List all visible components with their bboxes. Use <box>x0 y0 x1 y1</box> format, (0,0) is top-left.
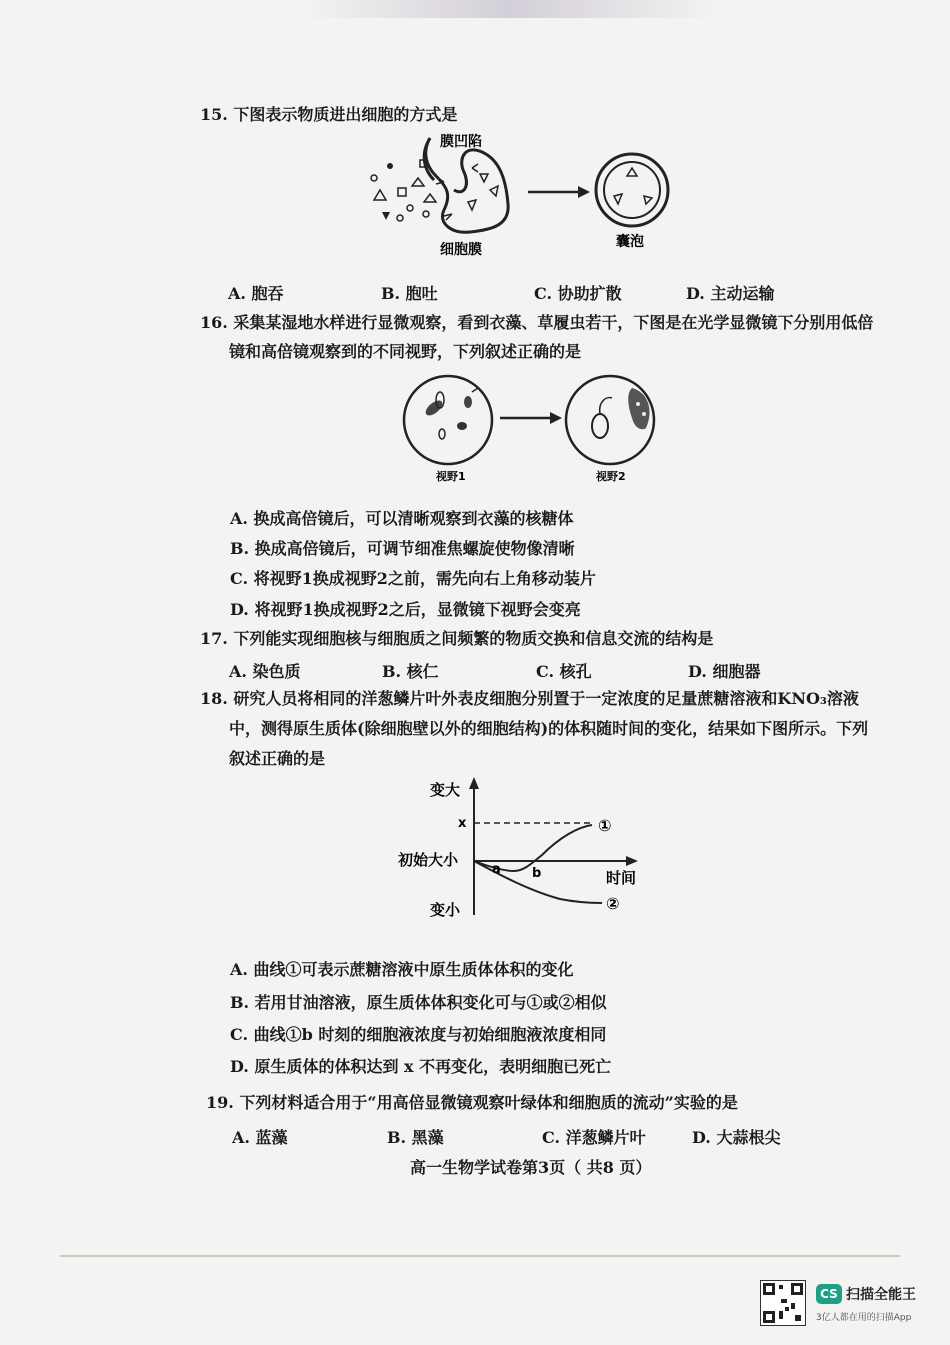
qr-code-icon <box>760 1280 806 1326</box>
q18-stem-line2: 中，测得原生质体(除细胞壁以外的细胞结构)的体积随时间的变化，结果如下图所示。下列 <box>229 719 869 738</box>
q19-option-a[interactable]: A. 蓝藻 <box>232 1128 288 1147</box>
q16-microscope-views <box>400 370 680 490</box>
label-view1: 视野1 <box>436 470 466 483</box>
label-view2: 视野2 <box>596 470 626 483</box>
scan-edge-line <box>60 1255 900 1257</box>
y-axis-bottom-label: 变小 <box>430 901 461 919</box>
q19-stem: 19. 下列材料适合用于“用高倍显微镜观察叶绿体和细胞质的流动”实验的是 <box>206 1093 738 1112</box>
point-b-label: b <box>532 866 542 881</box>
q15-endocytosis-diagram <box>360 130 680 260</box>
q17-option-a[interactable]: A. 染色质 <box>229 662 301 681</box>
q15-option-c[interactable]: C. 协助扩散 <box>534 284 622 303</box>
q19-option-d[interactable]: D. 大蒜根尖 <box>692 1128 781 1147</box>
q17-option-d[interactable]: D. 细胞器 <box>688 662 761 681</box>
curve-2-label: ② <box>606 894 620 913</box>
q17-option-c[interactable]: C. 核孔 <box>536 662 592 681</box>
x-mark-label: x <box>458 816 467 831</box>
cs-logo-badge: CS <box>816 1284 842 1304</box>
q16-option-d[interactable]: D. 将视野1换成视野2之后，显微镜下视野会变亮 <box>230 600 581 619</box>
y-axis-mid-label: 初始大小 <box>398 851 459 869</box>
point-a-label: a <box>492 862 501 877</box>
q15-option-d[interactable]: D. 主动运输 <box>686 284 775 303</box>
page-footer: 高一生物学试卷第3页（ 共8 页） <box>410 1158 652 1177</box>
label-cell-membrane: 细胞膜 <box>440 242 482 258</box>
y-axis-top-label: 变大 <box>430 781 461 799</box>
scanner-app-tagline: 3亿人都在用的扫描App <box>816 1313 912 1323</box>
q16-option-c[interactable]: C. 将视野1换成视野2之前，需先向右上角移动装片 <box>230 569 596 588</box>
curve-1-label: ① <box>598 816 612 835</box>
q15-stem: 15. 下图表示物质进出细胞的方式是 <box>200 105 458 124</box>
q16-option-a[interactable]: A. 换成高倍镜后，可以清晰观察到衣藻的核糖体 <box>230 509 574 528</box>
q18-stem-line1: 18. 研究人员将相同的洋葱鳞片叶外表皮细胞分别置于一定浓度的足量蔗糖溶液和KNO₃溶液 <box>200 689 859 708</box>
label-vesicle: 囊泡 <box>616 234 644 250</box>
q18-volume-graph <box>390 775 660 925</box>
scan-smear <box>300 0 720 18</box>
q19-option-b[interactable]: B. 黑藻 <box>387 1128 444 1147</box>
q17-option-b[interactable]: B. 核仁 <box>382 662 439 681</box>
x-axis-label: 时间 <box>606 869 637 887</box>
label-membrane-pit: 膜凹陷 <box>440 134 482 150</box>
q16-option-b[interactable]: B. 换成高倍镜后，可调节细准焦螺旋使物像清晰 <box>230 539 575 558</box>
q18-option-d[interactable]: D. 原生质体的体积达到 x 不再变化，表明细胞已死亡 <box>230 1057 612 1076</box>
q16-stem-line2: 镜和高倍镜观察到的不同视野，下列叙述正确的是 <box>229 342 582 361</box>
q15-option-a[interactable]: A. 胞吞 <box>228 284 284 303</box>
q18-stem-line3: 叙述正确的是 <box>229 749 326 768</box>
scanner-app-name: 扫描全能王 <box>846 1287 916 1303</box>
q15-option-b[interactable]: B. 胞吐 <box>381 284 438 303</box>
q18-option-a[interactable]: A. 曲线①可表示蔗糖溶液中原生质体体积的变化 <box>230 960 574 979</box>
q18-option-c[interactable]: C. 曲线①b 时刻的细胞液浓度与初始细胞液浓度相同 <box>230 1025 607 1044</box>
scanner-watermark <box>760 1280 930 1330</box>
q17-stem: 17. 下列能实现细胞核与细胞质之间频繁的物质交换和信息交流的结构是 <box>200 629 714 648</box>
q19-option-c[interactable]: C. 洋葱鳞片叶 <box>542 1128 646 1147</box>
q16-stem-line1: 16. 采集某湿地水样进行显微观察，看到衣藻、草履虫若干，下图是在光学显微镜下分别用低倍 <box>200 313 874 332</box>
q18-option-b[interactable]: B. 若用甘油溶液，原生质体体积变化可与①或②相似 <box>230 993 607 1012</box>
